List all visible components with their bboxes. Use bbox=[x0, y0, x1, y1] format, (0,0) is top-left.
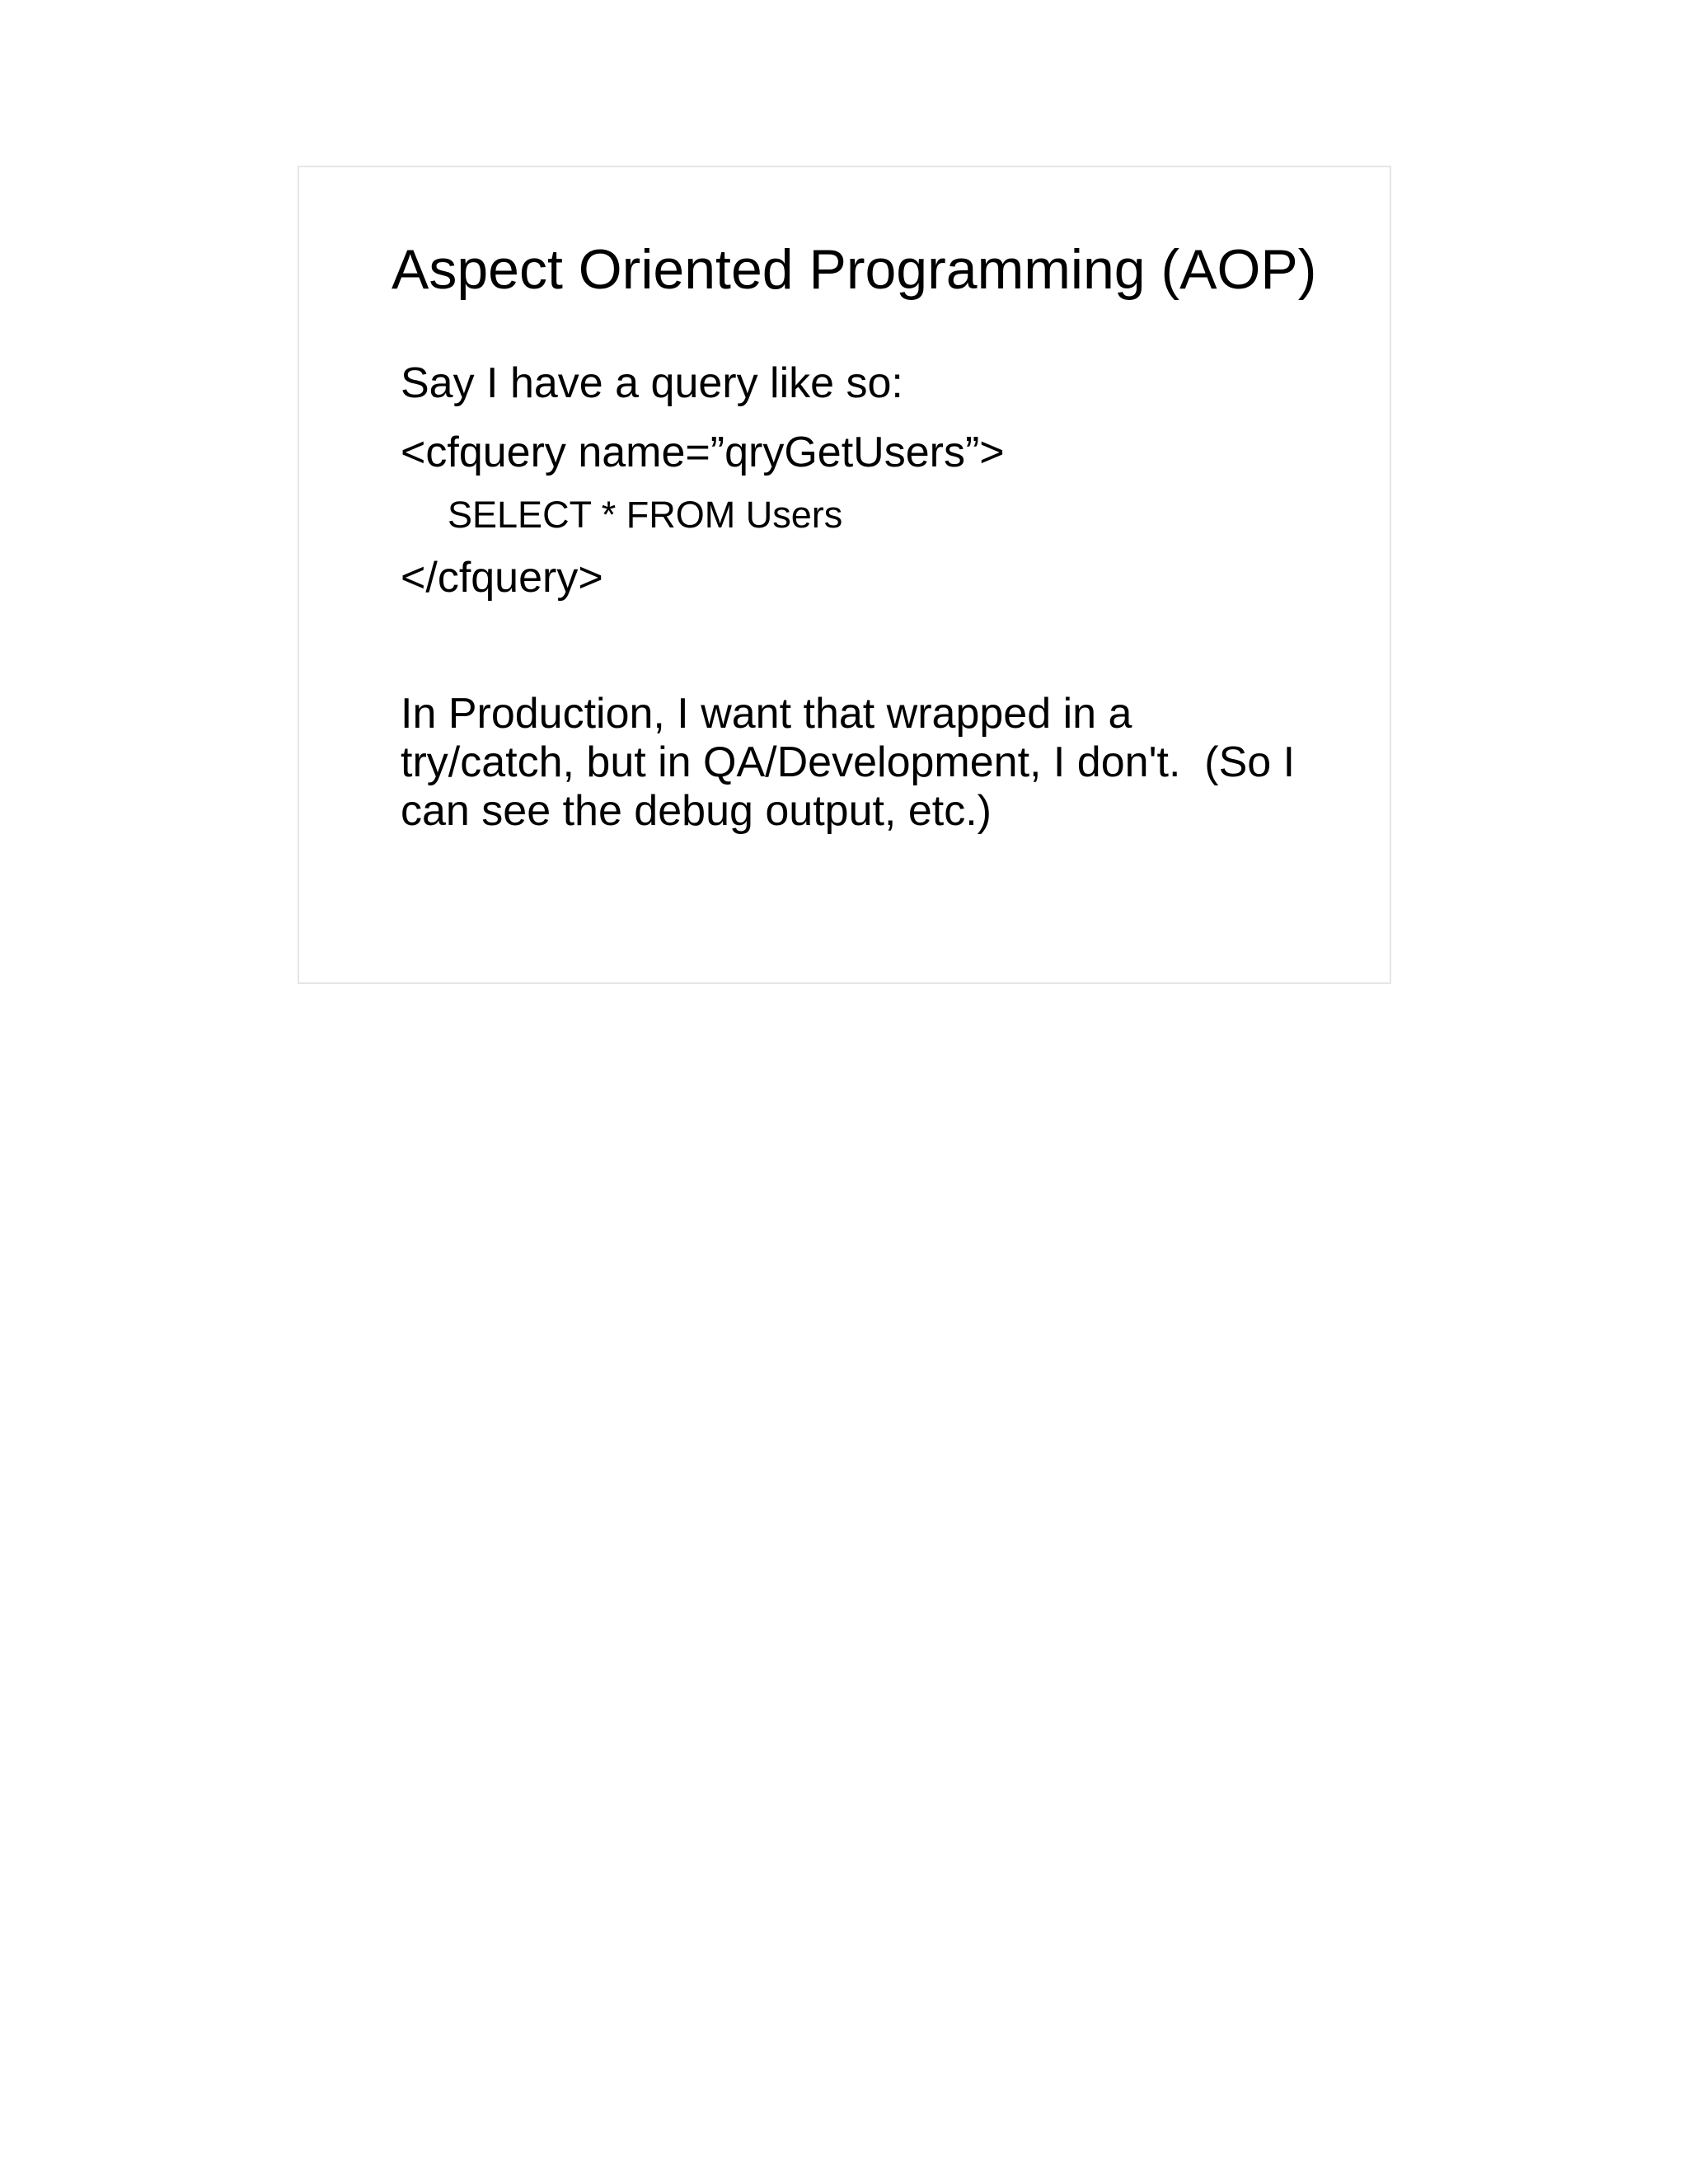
code-close-tag: </cfquery> bbox=[401, 554, 603, 602]
slide-title: Aspect Oriented Programming (AOP) bbox=[392, 238, 1317, 301]
explanation-paragraph bbox=[401, 690, 1348, 836]
intro-text: Say I have a query like so: bbox=[401, 359, 903, 407]
slide-frame bbox=[298, 166, 1391, 984]
paragraph-line: In Production, I want that wrapped in a bbox=[401, 690, 1132, 738]
paragraph-line: try/catch, but in QA/Development, I don't. (So I bbox=[401, 738, 1296, 786]
code-sql-line: SELECT * FROM Users bbox=[448, 494, 843, 536]
code-open-tag: <cfquery name=”qryGetUsers”> bbox=[401, 429, 1005, 476]
paragraph-line: can see the debug output, etc.) bbox=[401, 787, 992, 835]
